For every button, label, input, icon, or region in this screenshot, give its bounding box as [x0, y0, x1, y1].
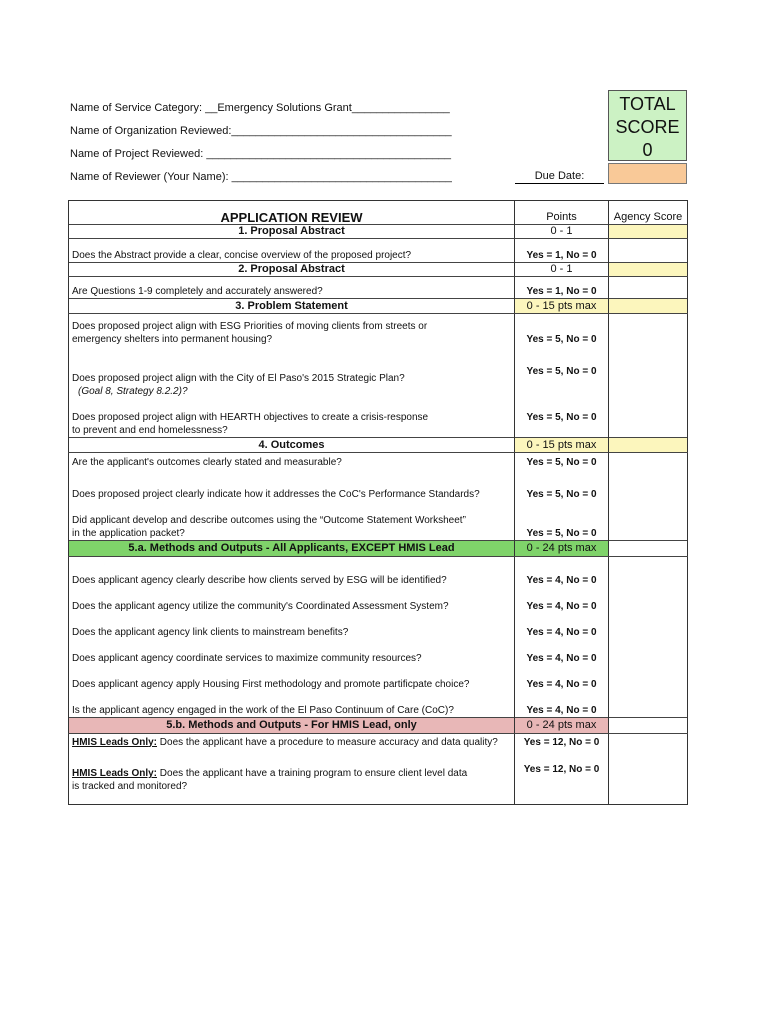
reviewer-field[interactable]: Name of Reviewer (Your Name): ____________________________________ [70, 171, 452, 183]
question-5b1-score[interactable] [609, 734, 688, 749]
question-3b-score[interactable] [609, 346, 688, 398]
total-label: TOTAL [619, 94, 676, 114]
question-1-score[interactable] [609, 239, 688, 263]
section-4-score[interactable] [609, 438, 688, 453]
organization-field[interactable]: Name of Organization Reviewed:____________________________________ [70, 125, 452, 137]
question-5a6-points: Yes = 4, No = 0 [515, 691, 609, 718]
question-2-points: Yes = 1, No = 0 [515, 277, 609, 299]
question-5a4-points: Yes = 4, No = 0 [515, 639, 609, 665]
due-date-field[interactable] [608, 163, 687, 184]
question-4a-score[interactable] [609, 453, 688, 469]
question-4c-points: Yes = 5, No = 0 [515, 501, 609, 541]
due-date-label: Due Date: [515, 170, 604, 184]
question-3a-score[interactable] [609, 314, 688, 346]
question-5a4: Does applicant agency coordinate services to maximize community resources? [69, 639, 515, 665]
question-3c-score[interactable] [609, 398, 688, 438]
section-1-title: 1. Proposal Abstract [69, 225, 515, 239]
question-3c: Does proposed project align with HEARTH objectives to create a crisis-response to prevent and end homelessness? [69, 398, 515, 438]
section-4-title: 4. Outcomes [69, 438, 515, 453]
question-5b2-score[interactable] [609, 749, 688, 805]
score-label: SCORE [615, 117, 680, 137]
points-header: Points [515, 201, 609, 225]
question-4b: Does proposed project clearly indicate how it addresses the CoC's Performance Standards? [69, 469, 515, 501]
service-category-field[interactable]: Name of Service Category: __Emergency Solutions Grant________________ [70, 102, 450, 114]
question-1-points: Yes = 1, No = 0 [515, 239, 609, 263]
section-3-points: 0 - 15 pts max [515, 299, 609, 314]
total-score-value: 0 [642, 140, 653, 160]
section-1-score[interactable] [609, 225, 688, 239]
question-5b2-points: Yes = 12, No = 0 [515, 749, 609, 805]
table-title: APPLICATION REVIEW [69, 201, 515, 225]
question-5a1-points: Yes = 4, No = 0 [515, 557, 609, 587]
section-5a-title: 5.a. Methods and Outputs - All Applicants, EXCEPT HMIS Lead [69, 541, 515, 557]
question-2: Are Questions 1-9 completely and accurately answered? [69, 277, 515, 299]
question-2-score[interactable] [609, 277, 688, 299]
question-3c-points: Yes = 5, No = 0 [515, 398, 609, 438]
question-1: Does the Abstract provide a clear, concise overview of the proposed project? [69, 239, 515, 263]
section-4-points: 0 - 15 pts max [515, 438, 609, 453]
question-5a2-score[interactable] [609, 587, 688, 613]
question-5a4-score[interactable] [609, 639, 688, 665]
question-5b1-points: Yes = 12, No = 0 [515, 734, 609, 749]
question-5a5: Does applicant agency apply Housing First methodology and promote partificpate choice? [69, 665, 515, 691]
question-5a6: Is the applicant agency engaged in the work of the El Paso Continuum of Care (CoC)? [69, 691, 515, 718]
question-5a3-score[interactable] [609, 613, 688, 639]
question-4b-points: Yes = 5, No = 0 [515, 469, 609, 501]
section-5a-score[interactable] [609, 541, 688, 557]
question-4a-points: Yes = 5, No = 0 [515, 453, 609, 469]
section-3-score[interactable] [609, 299, 688, 314]
total-score-box [608, 90, 687, 161]
section-2-points: 0 - 1 [515, 263, 609, 277]
question-5a1: Does applicant agency clearly describe how clients served by ESG will be identified? [69, 557, 515, 587]
question-5a3: Does the applicant agency link clients to mainstream benefits? [69, 613, 515, 639]
question-4c-score[interactable] [609, 501, 688, 541]
question-5a5-score[interactable] [609, 665, 688, 691]
question-5b1: HMIS Leads Only: Does the applicant have a procedure to measure accuracy and data quality? [69, 734, 515, 749]
section-5b-points: 0 - 24 pts max [515, 718, 609, 734]
section-5b-score[interactable] [609, 718, 688, 734]
project-field[interactable]: Name of Project Reviewed: ________________________________________ [70, 148, 452, 160]
question-3b: Does proposed project align with the City of El Paso's 2015 Strategic Plan? (Goal 8, Strategy 8.2.2)? [69, 346, 515, 398]
section-3-title: 3. Problem Statement [69, 299, 515, 314]
question-5a3-points: Yes = 4, No = 0 [515, 613, 609, 639]
section-1-points: 0 - 1 [515, 225, 609, 239]
agency-score-header: Agency Score [609, 201, 688, 225]
question-4c: Did applicant develop and describe outcomes using the “Outcome Statement Worksheet” in the application packet? [69, 501, 515, 541]
question-5b2: HMIS Leads Only: Does the applicant have a training program to ensure client level data is tracked and monitored? [69, 749, 515, 805]
section-5b-title: 5.b. Methods and Outputs - For HMIS Lead, only [69, 718, 515, 734]
question-5a6-score[interactable] [609, 691, 688, 718]
section-2-score[interactable] [609, 263, 688, 277]
section-5a-points: 0 - 24 pts max [515, 541, 609, 557]
question-5a1-score[interactable] [609, 557, 688, 587]
question-5a2-points: Yes = 4, No = 0 [515, 587, 609, 613]
question-5a2: Does the applicant agency utilize the community's Coordinated Assessment System? [69, 587, 515, 613]
question-3a-points: Yes = 5, No = 0 [515, 314, 609, 346]
application-review-table [68, 200, 688, 805]
question-5a5-points: Yes = 4, No = 0 [515, 665, 609, 691]
question-3a: Does proposed project align with ESG Priorities of moving clients from streets or emergency shelters into permanent housing? [69, 314, 515, 346]
question-3b-points: Yes = 5, No = 0 [515, 346, 609, 398]
section-2-title: 2. Proposal Abstract [69, 263, 515, 277]
question-4a: Are the applicant's outcomes clearly stated and measurable? [69, 453, 515, 469]
question-4b-score[interactable] [609, 469, 688, 501]
